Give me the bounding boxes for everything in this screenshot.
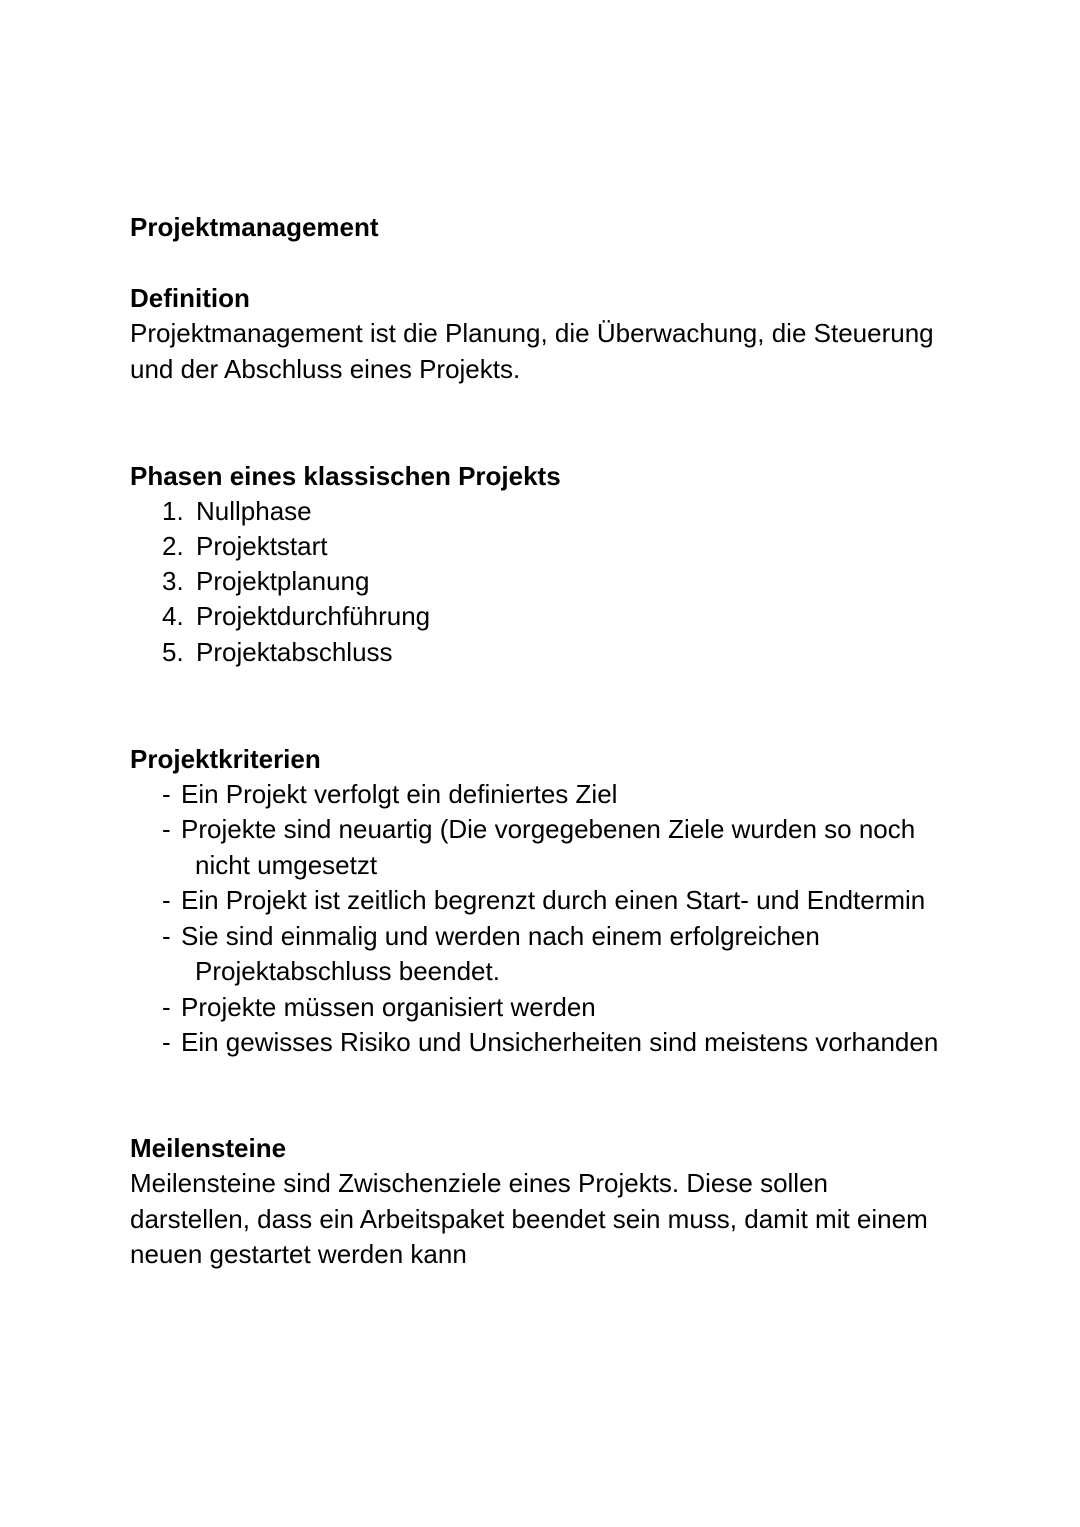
criteria-text: Ein Projekt verfolgt ein definiertes Ziel <box>181 779 618 809</box>
phase-label: Projektstart <box>196 531 328 561</box>
criteria-heading: Projektkriterien <box>130 744 321 774</box>
criteria-item <box>162 989 596 1025</box>
bullet-dash: - <box>162 992 171 1022</box>
criteria-item-continuation: Projektabschluss beendet. <box>195 956 500 986</box>
phase-item <box>162 563 369 599</box>
milestones-text-line-2: darstellen, dass ein Arbeitspaket beendet sein muss, damit mit einem <box>130 1204 928 1234</box>
bullet-dash: - <box>162 779 171 809</box>
criteria-item-continuation: nicht umgesetzt <box>195 850 378 880</box>
phase-number: 3. <box>162 566 184 596</box>
phase-label: Projektplanung <box>196 566 370 596</box>
phase-label: Nullphase <box>196 496 312 526</box>
criteria-text: Projekte sind neuartig (Die vorgegebenen Ziele wurden so noch <box>181 814 916 844</box>
criteria-item <box>162 776 617 812</box>
phase-label: Projektabschluss <box>196 637 393 667</box>
criteria-text: Ein Projekt ist zeitlich begrenzt durch einen Start- und Endtermin <box>181 885 926 915</box>
bullet-dash: - <box>162 814 171 844</box>
definition-text-line-1: Projektmanagement ist die Planung, die Überwachung, die Steuerung <box>130 318 934 348</box>
bullet-dash: - <box>162 1027 171 1057</box>
definition-text-line-2: und der Abschluss eines Projekts. <box>130 354 521 384</box>
bullet-dash: - <box>162 921 171 951</box>
phases-heading: Phasen eines klassischen Projekts <box>130 461 561 491</box>
phase-number: 2. <box>162 531 184 561</box>
phase-item <box>162 598 430 634</box>
milestones-text-line-1: Meilensteine sind Zwischenziele eines Projekts. Diese sollen <box>130 1168 829 1198</box>
criteria-item <box>162 1024 938 1060</box>
bullet-dash: - <box>162 885 171 915</box>
phase-item <box>162 634 393 670</box>
phase-number: 4. <box>162 601 184 631</box>
milestones-heading: Meilensteine <box>130 1133 287 1163</box>
criteria-item <box>162 918 820 954</box>
criteria-text: Projekte müssen organisiert werden <box>181 992 596 1022</box>
phase-number: 5. <box>162 637 184 667</box>
phase-item <box>162 493 312 529</box>
page-title: Projektmanagement <box>130 212 379 242</box>
criteria-text: Ein gewisses Risiko und Unsicherheiten sind meistens vorhanden <box>181 1027 939 1057</box>
phase-number: 1. <box>162 496 184 526</box>
phase-item <box>162 528 328 564</box>
definition-heading: Definition <box>130 283 250 313</box>
criteria-text: Sie sind einmalig und werden nach einem erfolgreichen <box>181 921 820 951</box>
criteria-item <box>162 811 915 847</box>
criteria-item <box>162 882 925 918</box>
milestones-text-line-3: neuen gestartet werden kann <box>130 1239 467 1269</box>
phase-label: Projektdurchführung <box>196 601 431 631</box>
